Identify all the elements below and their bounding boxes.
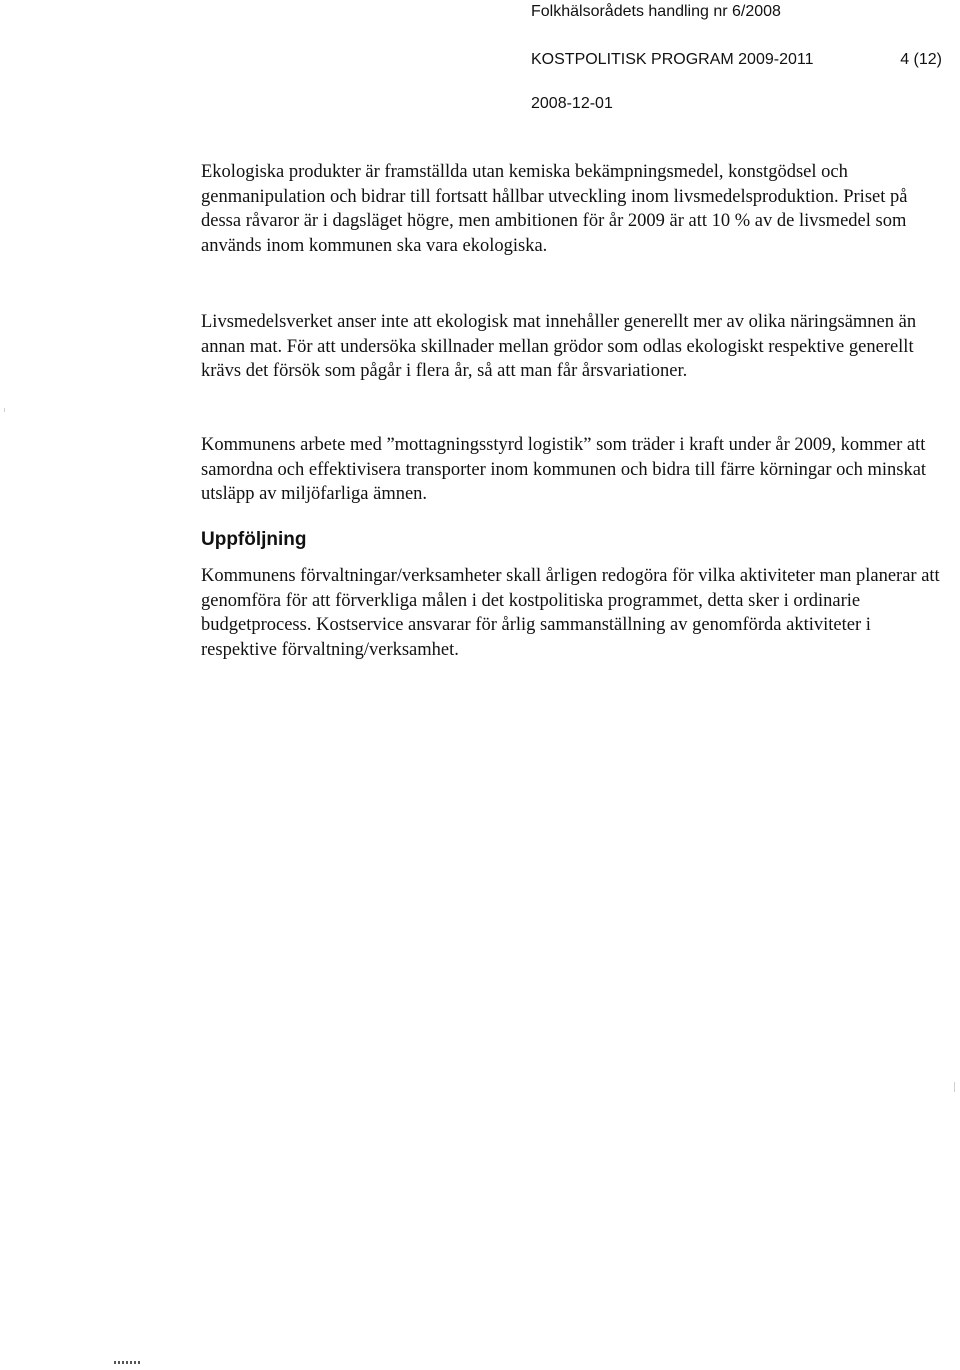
- paragraph-ecological-products: Ekologiska produkter är framställda utan kemiska bekämpningsmedel, konstgödsel och genmanipulation och bidrar till fortsatt hållbar utveckling inom livsmedelsproduktion. Priset på dessa råvaror är i dagsläget högre, men ambitionen för år 2009 är att 10 % av de livsmedel som används inom kommunen ska vara ekologiska.: [201, 162, 908, 256]
- paragraph-followup: Kommunens förvaltningar/verksamheter skall årligen redogöra för vilka aktiviteter man planerar att genomföra för att förverkliga målen i det kostpolitiska programmet, detta sker i ordinarie budgetprocess. Kostservice ansvarar för årlig sammanställning av genomförda aktiviteter i respektive förvaltning/verksamhet.: [201, 566, 940, 660]
- scan-mark-right: [954, 1082, 955, 1092]
- scan-mark-bottom: [114, 1361, 142, 1364]
- header-program-title: KOSTPOLITISK PROGRAM 2009-2011: [531, 51, 814, 68]
- paragraph-food-agency: Livsmedelsverket anser inte att ekologisk mat innehåller generellt mer av olika näringsämnen än annan mat. För att undersöka skillnader mellan grödor som odlas ekologiskt respektive generellt krävs det försök som pågår i flera år, så att man får årsvariationer.: [201, 312, 917, 381]
- scan-mark-left: [4, 408, 5, 412]
- paragraph-logistics: Kommunens arbete med ”mottagningsstyrd logistik” som träder i kraft under år 2009, kommer att samordna och effektivisera transporter inom kommunen och bidra till färre körningar och minskat utsläpp av miljöfarliga ämnen.: [201, 435, 927, 504]
- document-date: 2008-12-01: [531, 95, 613, 112]
- page-number: 4 (12): [900, 51, 942, 68]
- header-organization: Folkhälsorådets handling nr 6/2008: [531, 3, 781, 20]
- section-heading-followup: Uppföljning: [201, 529, 307, 550]
